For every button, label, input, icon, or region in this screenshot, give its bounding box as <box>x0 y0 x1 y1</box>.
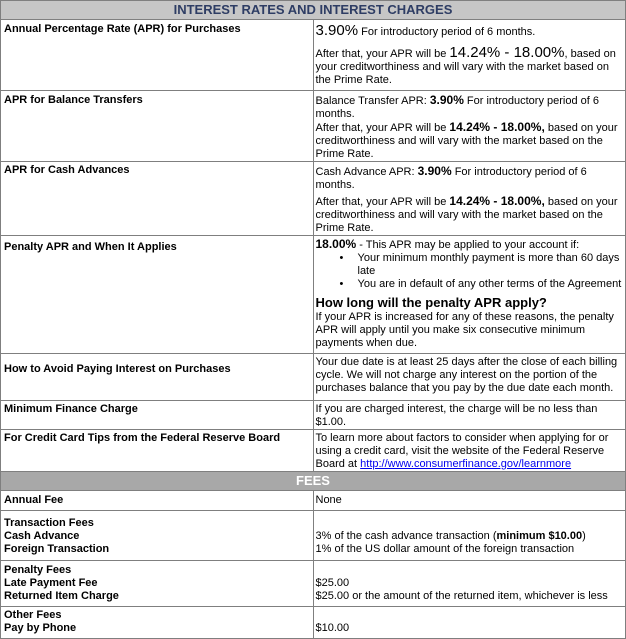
pay-by-phone-label: Pay by Phone <box>4 622 77 634</box>
balance-transfers-after-range: 14.24% - 18.00%, <box>449 120 545 134</box>
avoid-interest-label <box>1 354 314 401</box>
annual-fee-detail <box>313 491 626 511</box>
other-fees-row <box>1 607 626 639</box>
annual-fee-row <box>1 491 626 511</box>
cash-advances-detail <box>313 162 626 236</box>
balance-transfers-label-text: APR for Balance Transfers <box>4 94 143 106</box>
interest-header-row <box>1 1 626 20</box>
penalty-apr-label <box>1 236 314 354</box>
cash-advance-fee-suffix: ) <box>582 530 586 542</box>
penalty-apr-label-text: Penalty APR and When It Applies <box>4 241 177 253</box>
avoid-interest-text: Your due date is at least 25 days after the close of each billing cycle. We will not charge any interest on the portion of the purchases balance that you pay by the due date each month. <box>315 356 618 394</box>
foreign-transaction-fee-value: 1% of the US dollar amount of the foreign transaction <box>315 543 575 555</box>
penalty-condition-item: • You are in default of any other terms of the Agreement <box>340 278 624 291</box>
cash-advances-intro-text: For introductory period of 6 months. <box>315 166 587 191</box>
cash-advances-row <box>1 162 626 236</box>
cash-advances-intro-rate: 3.90% <box>417 164 452 178</box>
balance-transfers-after-prefix: After that, your APR will be <box>315 122 450 134</box>
balance-transfers-detail <box>313 91 626 162</box>
min-finance-text: If you are charged interest, the charge will be no less than $1.00. <box>315 403 598 428</box>
cash-advances-intro-prefix: Cash Advance APR: <box>315 166 418 178</box>
avoid-interest-detail <box>313 354 626 401</box>
late-payment-fee-value: $25.00 <box>315 577 350 589</box>
purchases-label-text: Annual Percentage Rate (APR) for Purchases <box>4 23 241 35</box>
penalty-conditions-list <box>316 252 624 291</box>
balance-transfers-after-suffix: based on your creditworthiness and will vary with the market based on the Prime Rate. <box>315 122 618 160</box>
penalty-apr-row <box>1 236 626 354</box>
purchases-after-prefix: After that, your APR will be <box>315 48 450 60</box>
cash-advance-fee-min: minimum $10.00 <box>496 530 583 542</box>
federal-reserve-link[interactable]: http://www.consumerfinance.gov/learnmore <box>360 458 572 470</box>
other-fees-heading: Other Fees <box>4 609 62 621</box>
transaction-fees-label <box>1 511 314 561</box>
min-finance-label-text: Minimum Finance Charge <box>4 403 138 415</box>
fees-header-row <box>1 472 626 491</box>
cash-advances-label <box>1 162 314 236</box>
penalty-subtext: If your APR is increased for any of these reasons, the penalty APR will apply until you make six consecutive minimum payments when due. <box>315 311 614 349</box>
tips-text: To learn more about factors to consider when applying for or using a credit card, visit the website of the Federal Reserve Board at <box>315 432 609 470</box>
tips-row <box>1 430 626 472</box>
penalty-apr-detail <box>313 236 626 354</box>
cash-advances-after-suffix: based on your creditworthiness and will vary with the market based on the Prime Rate. <box>315 196 618 234</box>
purchases-after-suffix: , based on your creditworthiness and will vary with the market based on the Prime Rate. <box>315 48 616 86</box>
fees-section-title: FEES <box>1 472 626 491</box>
cash-advances-after-prefix: After that, your APR will be <box>315 196 450 208</box>
penalty-apr-text: - This APR may be applied to your account if: <box>356 239 580 251</box>
balance-transfers-intro-text: For introductory period of 6 months. <box>315 95 599 120</box>
purchases-label <box>1 20 314 91</box>
tips-detail <box>313 430 626 472</box>
returned-item-charge-value: $25.00 or the amount of the returned item, whichever is less <box>315 590 608 602</box>
cash-advances-after-range: 14.24% - 18.00%, <box>449 194 545 208</box>
balance-transfers-intro-rate: 3.90% <box>429 93 464 107</box>
penalty-fees-label <box>1 561 314 607</box>
min-finance-label <box>1 401 314 430</box>
returned-item-charge-label: Returned Item Charge <box>4 590 119 602</box>
other-fees-detail <box>313 607 626 639</box>
penalty-fees-row <box>1 561 626 607</box>
annual-fee-label <box>1 491 314 511</box>
min-finance-detail <box>313 401 626 430</box>
purchases-after-range: 14.24% - 18.00% <box>449 44 565 61</box>
pay-by-phone-value: $10.00 <box>315 622 350 634</box>
annual-fee-value: None <box>315 494 342 506</box>
penalty-fees-detail <box>313 561 626 607</box>
late-payment-fee-label: Late Payment Fee <box>4 577 98 589</box>
penalty-apr-rate: 18.00% <box>315 237 357 251</box>
purchases-detail <box>313 20 626 91</box>
transaction-fees-heading: Transaction Fees <box>4 517 94 529</box>
balance-transfers-row <box>1 91 626 162</box>
cash-advance-fee-prefix: 3% of the cash advance transaction ( <box>315 530 497 542</box>
penalty-condition-item: • Your minimum monthly payment is more than 60 days late <box>340 252 624 278</box>
purchases-intro-text: For introductory period of 6 months. <box>358 26 536 38</box>
balance-transfers-intro-prefix: Balance Transfer APR: <box>315 95 430 107</box>
annual-fee-label-text: Annual Fee <box>4 494 64 506</box>
cash-advance-fee-label: Cash Advance <box>4 530 80 542</box>
purchases-row <box>1 20 626 91</box>
transaction-fees-detail <box>313 511 626 561</box>
penalty-fees-heading: Penalty Fees <box>4 564 72 576</box>
balance-transfers-label <box>1 91 314 162</box>
cash-advances-label-text: APR for Cash Advances <box>4 164 130 176</box>
foreign-transaction-fee-label: Foreign Transaction <box>4 543 110 555</box>
transaction-fees-row <box>1 511 626 561</box>
tips-label-text: For Credit Card Tips from the Federal Reserve Board <box>4 432 281 444</box>
penalty-subheading: How long will the penalty APR apply? <box>315 295 547 310</box>
purchases-intro-rate: 3.90% <box>315 22 359 39</box>
interest-section-title: INTEREST RATES AND INTEREST CHARGES <box>1 1 626 20</box>
avoid-interest-label-text: How to Avoid Paying Interest on Purchases <box>4 363 231 375</box>
other-fees-label <box>1 607 314 639</box>
avoid-interest-row <box>1 354 626 401</box>
tips-label <box>1 430 314 472</box>
min-finance-row <box>1 401 626 430</box>
